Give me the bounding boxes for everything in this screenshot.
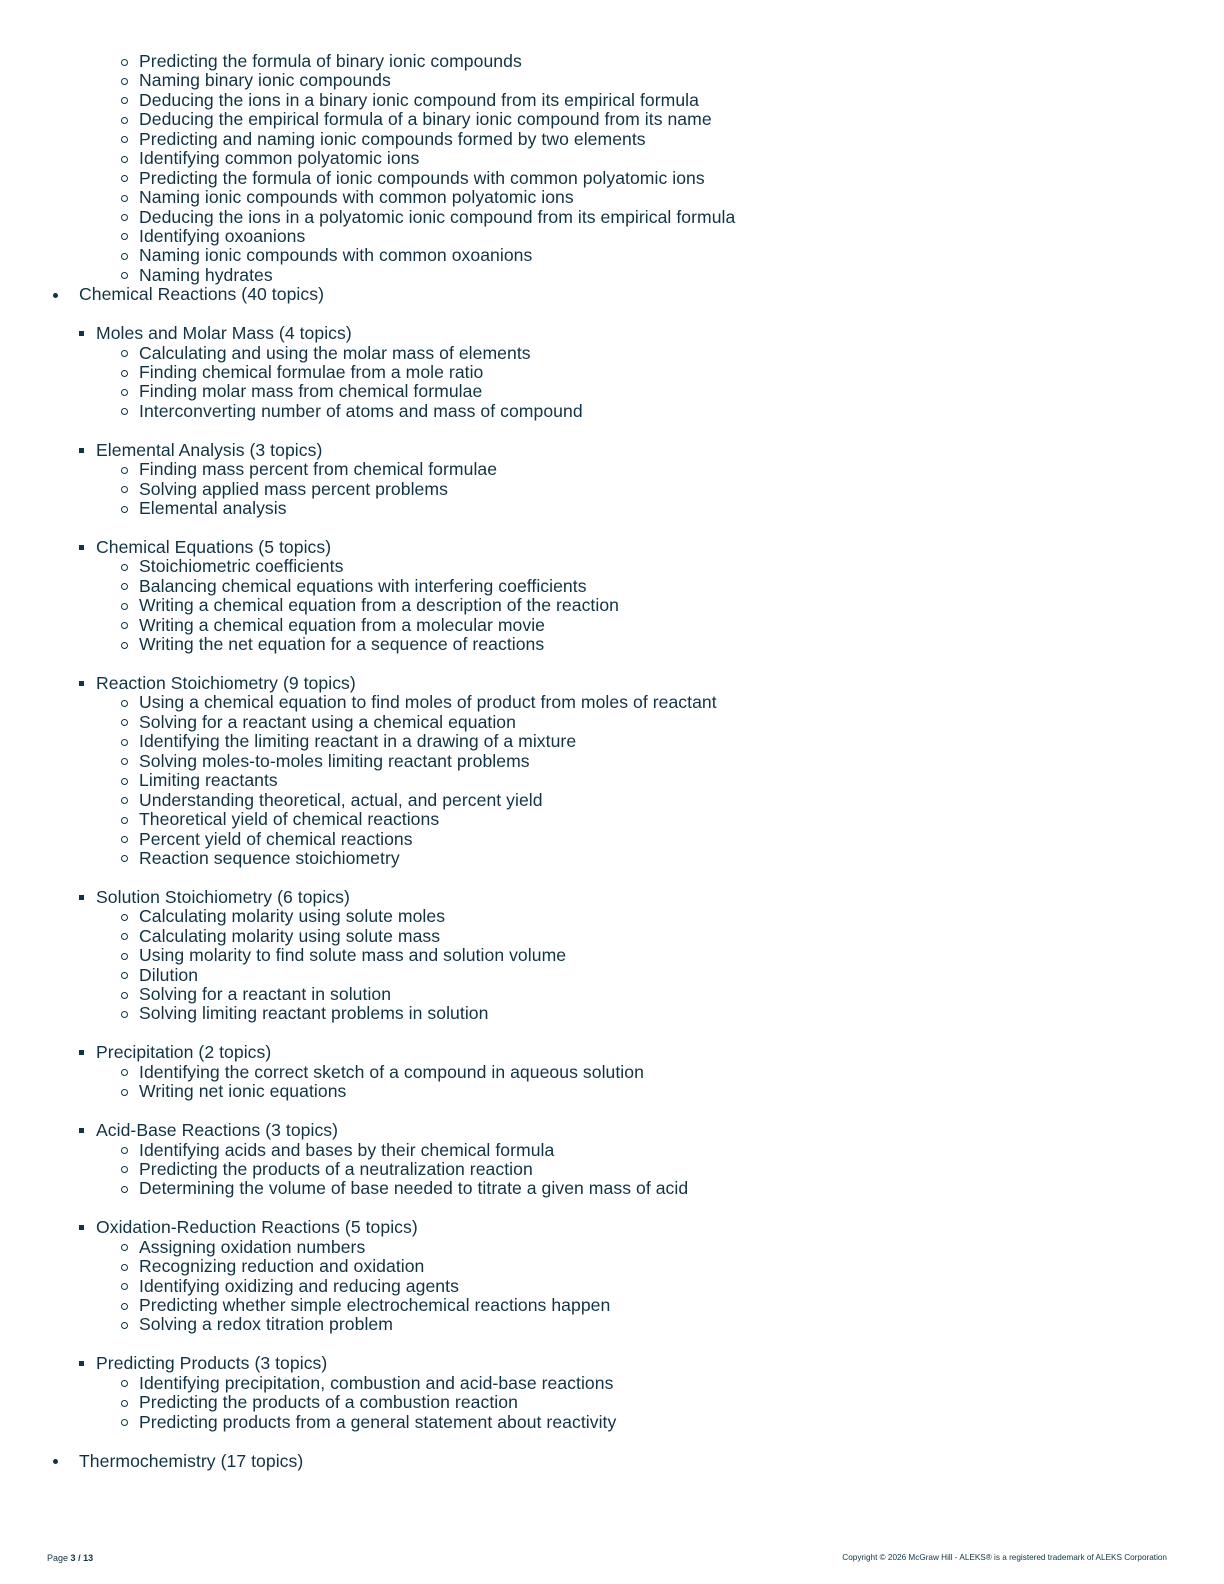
topic-list-item bbox=[0, 1393, 1224, 1412]
topic-label: Solving for a reactant using a chemical equation bbox=[139, 711, 516, 732]
page-number: Page 3 / 13 bbox=[47, 1553, 94, 1563]
topic-label: Deducing the ions in a polyatomic ionic compound from its empirical formula bbox=[139, 206, 736, 227]
topic-label: Writing the net equation for a sequence of reactions bbox=[139, 634, 545, 655]
circle-bullet-icon bbox=[121, 156, 128, 163]
list-spacer bbox=[0, 1432, 1224, 1451]
topic-label: Predicting and naming ionic compounds formed by two elements bbox=[139, 128, 646, 149]
circle-bullet-icon bbox=[121, 700, 128, 707]
circle-bullet-icon bbox=[121, 1011, 128, 1018]
circle-bullet-icon bbox=[121, 972, 128, 979]
circle-bullet-icon bbox=[121, 953, 128, 960]
topic-list-item bbox=[0, 771, 1224, 790]
circle-bullet-icon bbox=[121, 836, 128, 843]
circle-bullet-icon bbox=[121, 933, 128, 940]
topic-list-item bbox=[0, 693, 1224, 712]
topic-list-item bbox=[0, 382, 1224, 401]
circle-bullet-icon bbox=[121, 195, 128, 202]
topic-label: Finding molar mass from chemical formulae bbox=[139, 381, 483, 402]
topic-label: Understanding theoretical, actual, and percent yield bbox=[139, 789, 543, 810]
circle-bullet-icon bbox=[121, 1303, 128, 1310]
topic-list-item bbox=[0, 752, 1224, 771]
topic-label: Stoichiometric coefficients bbox=[139, 556, 344, 577]
topic-label: Naming ionic compounds with common oxoanions bbox=[139, 245, 533, 266]
square-bullet-icon bbox=[79, 1225, 84, 1230]
square-bullet-icon bbox=[79, 1050, 84, 1055]
topic-list-item bbox=[0, 1374, 1224, 1393]
circle-bullet-icon bbox=[121, 583, 128, 590]
circle-bullet-icon bbox=[121, 506, 128, 513]
subsection-label: Acid-Base Reactions (3 topics) bbox=[96, 1120, 339, 1141]
list-spacer bbox=[0, 655, 1224, 674]
topic-label: Predicting the products of a neutralization reaction bbox=[139, 1158, 533, 1179]
topic-label: Percent yield of chemical reactions bbox=[139, 828, 413, 849]
topic-list-item bbox=[0, 246, 1224, 265]
topic-label: Predicting products from a general statement about reactivity bbox=[139, 1411, 617, 1432]
circle-bullet-icon bbox=[121, 214, 128, 221]
circle-bullet-icon bbox=[121, 719, 128, 726]
circle-bullet-icon bbox=[121, 992, 128, 999]
topic-label: Calculating and using the molar mass of elements bbox=[139, 342, 531, 363]
circle-bullet-icon bbox=[121, 467, 128, 474]
list-spacer bbox=[0, 868, 1224, 887]
topic-label: Finding chemical formulae from a mole ratio bbox=[139, 362, 484, 382]
topic-list-item bbox=[0, 907, 1224, 926]
circle-bullet-icon bbox=[121, 486, 128, 493]
topic-label: Predicting whether simple electrochemical reactions happen bbox=[139, 1295, 611, 1315]
circle-bullet-icon bbox=[121, 1264, 128, 1271]
topic-label: Naming binary ionic compounds bbox=[139, 70, 391, 91]
circle-bullet-icon bbox=[121, 855, 128, 862]
topic-label: Limiting reactants bbox=[139, 770, 278, 791]
topic-list-item bbox=[0, 1413, 1224, 1432]
list-spacer bbox=[0, 421, 1224, 440]
square-bullet-icon bbox=[79, 331, 84, 336]
topic-label: Balancing chemical equations with interfering coefficients bbox=[139, 575, 587, 596]
topic-label: Identifying precipitation, combustion and acid-base reactions bbox=[139, 1372, 614, 1393]
disc-bullet-icon bbox=[53, 293, 58, 298]
topic-list-item bbox=[0, 596, 1224, 615]
topic-label: Determining the volume of base needed to titrate a given mass of acid bbox=[139, 1178, 689, 1199]
topic-list-item bbox=[0, 557, 1224, 576]
topic-label: Solving applied mass percent problems bbox=[139, 478, 448, 499]
subsection-list-item bbox=[0, 674, 1224, 693]
circle-bullet-icon bbox=[121, 253, 128, 260]
topic-label: Naming hydrates bbox=[139, 264, 273, 285]
circle-bullet-icon bbox=[121, 1380, 128, 1387]
topic-label: Using molarity to find solute mass and solution volume bbox=[139, 945, 567, 966]
topic-list-item bbox=[0, 344, 1224, 363]
subsection-list-item bbox=[0, 888, 1224, 907]
circle-bullet-icon bbox=[121, 78, 128, 85]
topic-label: Identifying oxoanions bbox=[139, 225, 306, 246]
topic-list-item bbox=[0, 402, 1224, 421]
circle-bullet-icon bbox=[121, 642, 128, 649]
topic-label: Using a chemical equation to find moles of product from moles of reactant bbox=[139, 692, 717, 713]
subsection-list-item bbox=[0, 1354, 1224, 1373]
topic-list-item bbox=[0, 1257, 1224, 1276]
subsection-list-item bbox=[0, 324, 1224, 343]
subsection-label: Precipitation (2 topics) bbox=[96, 1042, 272, 1063]
topic-list-item bbox=[0, 966, 1224, 985]
circle-bullet-icon bbox=[121, 564, 128, 571]
topic-label: Naming ionic compounds with common polyatomic ions bbox=[139, 187, 574, 208]
circle-bullet-icon bbox=[121, 758, 128, 765]
circle-bullet-icon bbox=[121, 1419, 128, 1426]
circle-bullet-icon bbox=[121, 1089, 128, 1096]
topic-list-item bbox=[0, 363, 1224, 382]
topic-label: Finding mass percent from chemical formulae bbox=[139, 459, 498, 480]
topic-list-item bbox=[0, 91, 1224, 110]
topic-label: Identifying the correct sketch of a compound in aqueous solution bbox=[139, 1061, 644, 1082]
square-bullet-icon bbox=[79, 895, 84, 900]
subsection-label: Elemental Analysis (3 topics) bbox=[96, 439, 323, 460]
subsection-label: Moles and Molar Mass (4 topics) bbox=[96, 323, 352, 344]
topic-list-item bbox=[0, 1160, 1224, 1179]
topic-list-item bbox=[0, 577, 1224, 596]
list-spacer bbox=[0, 305, 1224, 324]
topic-label: Calculating molarity using solute mass bbox=[139, 925, 441, 946]
topic-label: Interconverting number of atoms and mass of compound bbox=[139, 400, 583, 421]
circle-bullet-icon bbox=[121, 272, 128, 279]
subsection-label: Solution Stoichiometry (6 topics) bbox=[96, 886, 350, 907]
topic-label: Solving moles-to-moles limiting reactant problems bbox=[139, 750, 530, 771]
topic-list-item bbox=[0, 810, 1224, 829]
topic-list-item bbox=[0, 266, 1224, 285]
circle-bullet-icon bbox=[121, 1400, 128, 1407]
topic-list-item bbox=[0, 1296, 1224, 1315]
circle-bullet-icon bbox=[121, 797, 128, 804]
subsection-list-item bbox=[0, 1121, 1224, 1140]
square-bullet-icon bbox=[79, 545, 84, 550]
topic-list-item bbox=[0, 849, 1224, 868]
circle-bullet-icon bbox=[121, 1069, 128, 1076]
topic-list-item bbox=[0, 946, 1224, 965]
topic-label: Identifying acids and bases by their chemical formula bbox=[139, 1139, 555, 1160]
topic-list-item bbox=[0, 1063, 1224, 1082]
topic-label: Predicting the products of a combustion reaction bbox=[139, 1392, 518, 1413]
square-bullet-icon bbox=[79, 1128, 84, 1133]
topic-label: Solving for a reactant in solution bbox=[139, 984, 392, 1004]
topic-list-item bbox=[0, 149, 1224, 168]
circle-bullet-icon bbox=[121, 389, 128, 396]
topic-list-item bbox=[0, 130, 1224, 149]
list-spacer bbox=[0, 1335, 1224, 1354]
section-list-item bbox=[0, 1452, 1224, 1471]
topic-label: Deducing the empirical formula of a binary ionic compound from its name bbox=[139, 109, 712, 130]
topic-list-item bbox=[0, 616, 1224, 635]
circle-bullet-icon bbox=[121, 622, 128, 629]
circle-bullet-icon bbox=[121, 739, 128, 746]
topic-list-item bbox=[0, 713, 1224, 732]
circle-bullet-icon bbox=[121, 1147, 128, 1154]
circle-bullet-icon bbox=[121, 778, 128, 785]
topic-label: Identifying the limiting reactant in a drawing of a mixture bbox=[139, 731, 577, 752]
circle-bullet-icon bbox=[121, 1283, 128, 1290]
circle-bullet-icon bbox=[121, 175, 128, 182]
topic-label: Predicting the formula of ionic compounds with common polyatomic ions bbox=[139, 167, 705, 188]
circle-bullet-icon bbox=[121, 233, 128, 240]
subsection-list-item bbox=[0, 1218, 1224, 1237]
topic-label: Elemental analysis bbox=[139, 498, 287, 519]
subsection-label: Predicting Products (3 topics) bbox=[96, 1353, 328, 1374]
list-spacer bbox=[0, 1102, 1224, 1121]
topic-list-item bbox=[0, 52, 1224, 71]
topic-label: Calculating molarity using solute moles bbox=[139, 906, 446, 927]
circle-bullet-icon bbox=[121, 136, 128, 143]
list-spacer bbox=[0, 1199, 1224, 1218]
topic-label: Writing a chemical equation from a description of the reaction bbox=[139, 595, 620, 616]
topic-list-item bbox=[0, 208, 1224, 227]
circle-bullet-icon bbox=[121, 350, 128, 357]
list-spacer bbox=[0, 519, 1224, 538]
topic-list-item bbox=[0, 480, 1224, 499]
square-bullet-icon bbox=[79, 681, 84, 686]
subsection-label: Reaction Stoichiometry (9 topics) bbox=[96, 673, 356, 693]
topic-label: Recognizing reduction and oxidation bbox=[139, 1256, 425, 1277]
topic-list-item bbox=[0, 169, 1224, 188]
copyright-notice: Copyright © 2026 McGraw Hill - ALEKS® is a registered trademark of ALEKS Corporation bbox=[842, 1553, 1167, 1562]
topic-list-item bbox=[0, 188, 1224, 207]
circle-bullet-icon bbox=[121, 59, 128, 66]
subsection-list-item bbox=[0, 538, 1224, 557]
topic-list-item bbox=[0, 791, 1224, 810]
topic-list-item bbox=[0, 499, 1224, 518]
topic-list-item bbox=[0, 1004, 1224, 1023]
topic-list-item bbox=[0, 1179, 1224, 1198]
subsection-label: Chemical Equations (5 topics) bbox=[96, 536, 332, 557]
topic-list-item bbox=[0, 927, 1224, 946]
topic-label: Writing a chemical equation from a molecular movie bbox=[139, 614, 546, 635]
subsection-list-item bbox=[0, 1043, 1224, 1062]
circle-bullet-icon bbox=[121, 117, 128, 124]
topic-list-item bbox=[0, 830, 1224, 849]
topic-list-item bbox=[0, 110, 1224, 129]
circle-bullet-icon bbox=[121, 370, 128, 377]
circle-bullet-icon bbox=[121, 408, 128, 415]
topic-list-item bbox=[0, 985, 1224, 1004]
circle-bullet-icon bbox=[121, 1322, 128, 1329]
subsection-list-item bbox=[0, 441, 1224, 460]
topic-list-item bbox=[0, 460, 1224, 479]
topic-label: Solving limiting reactant problems in solution bbox=[139, 1003, 489, 1024]
section-label: Thermochemistry (17 topics) bbox=[79, 1450, 304, 1471]
topic-list-item bbox=[0, 732, 1224, 751]
topic-list-item bbox=[0, 1277, 1224, 1296]
section-label: Chemical Reactions (40 topics) bbox=[79, 284, 324, 305]
circle-bullet-icon bbox=[121, 97, 128, 104]
topic-label: Writing net ionic equations bbox=[139, 1081, 347, 1102]
topic-list-item bbox=[0, 1238, 1224, 1257]
subsection-label: Oxidation-Reduction Reactions (5 topics) bbox=[96, 1217, 418, 1238]
topic-label: Theoretical yield of chemical reactions bbox=[139, 809, 440, 830]
topic-label: Dilution bbox=[139, 964, 199, 985]
circle-bullet-icon bbox=[121, 914, 128, 921]
circle-bullet-icon bbox=[121, 1244, 128, 1251]
topic-label: Assigning oxidation numbers bbox=[139, 1236, 366, 1257]
topic-list-item bbox=[0, 1082, 1224, 1101]
topic-label: Reaction sequence stoichiometry bbox=[139, 847, 400, 868]
topic-label: Deducing the ions in a binary ionic compound from its empirical formula bbox=[139, 89, 699, 110]
topic-list-item bbox=[0, 1315, 1224, 1334]
disc-bullet-icon bbox=[53, 1459, 58, 1464]
section-list-item bbox=[0, 285, 1224, 304]
topic-label: Identifying common polyatomic ions bbox=[139, 148, 420, 169]
circle-bullet-icon bbox=[121, 1166, 128, 1173]
topic-list-item bbox=[0, 1141, 1224, 1160]
circle-bullet-icon bbox=[121, 1186, 128, 1193]
square-bullet-icon bbox=[79, 1361, 84, 1366]
topic-list-item bbox=[0, 227, 1224, 246]
topic-label: Predicting the formula of binary ionic compounds bbox=[139, 51, 522, 71]
topic-label: Identifying oxidizing and reducing agents bbox=[139, 1275, 459, 1296]
topic-outline bbox=[0, 52, 1224, 1471]
list-spacer bbox=[0, 1024, 1224, 1043]
circle-bullet-icon bbox=[121, 817, 128, 824]
circle-bullet-icon bbox=[121, 603, 128, 610]
topic-list-item bbox=[0, 635, 1224, 654]
topic-list-item bbox=[0, 71, 1224, 90]
topic-label: Solving a redox titration problem bbox=[139, 1314, 393, 1335]
square-bullet-icon bbox=[79, 448, 84, 453]
